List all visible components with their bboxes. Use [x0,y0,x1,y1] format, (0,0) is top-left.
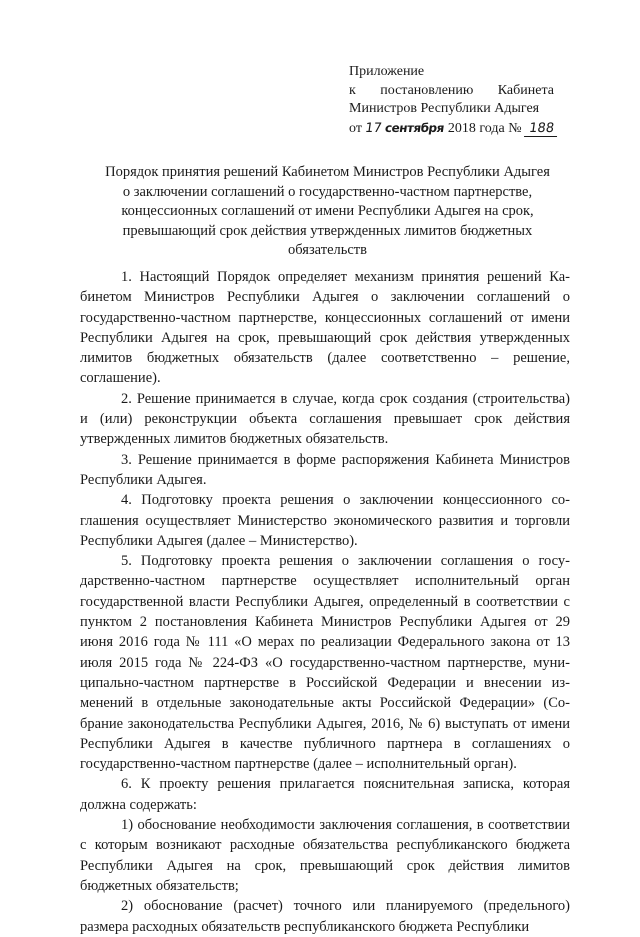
annex-resolution-line [349,82,554,101]
annex-word-resolution: постановлению [380,82,474,98]
title-line-2: о заключении соглашений о государственно-частном партнерстве, [122,183,533,200]
title-line-4: превышающий срок действия утвержденных лимитов бюджетных [122,222,533,239]
paragraph-6-item-2: 2) обоснование (расчет) точного или планируемого (предельного) размера расходных обязательств республиканского бюджета Республики [80,898,570,935]
title-line-1: Порядок принятия решений Кабинетом Министров Республики Адыгея [105,164,550,180]
document-body [80,267,570,937]
annex-date-month: сентября [384,120,446,135]
annex-title: Приложение [349,64,425,79]
annex-word-k: к [349,82,356,98]
annex-header [349,63,554,138]
annex-ministers-line: Министров Республики Адыгея [349,101,540,116]
paragraph-4: 4. Подготовку проекта решения о заключении концессионного соглашения осуществляет Министерство экономического развития и торговли Республики Адыгея (далее – Министерство). [80,492,570,549]
annex-date-prefix: от [349,120,362,136]
paragraph-6-item-1: 1) обоснование необходимости заключения соглашения, в соответствии с которым возникают расходные обязательства республиканского бюджета Республики Адыгея на срок, превышающий срок действия лимитов бюджетных обязательств; [80,817,570,894]
title-line-5: обязательств [288,242,367,258]
paragraph-2: 2. Решение принимается в случае, когда срок создания (строительства) и (или) реконструкции объекта соглашения превышает срок действия утвержденных лимитов бюджетных обязательств. [80,390,570,448]
paragraph-1: 1. Настоящий Порядок определяет механизм принятия решений Кабинетом Министров Республики Адыгея о заключении соглашений о государственно-частном партнерстве, концессионных соглашений от имени Республики Адыгея на срок, превышающий срок действия утвержденных лимитов бюджетных обязательств (далее соответственно – решение, соглашение). [80,269,570,387]
annex-date-year: 2018 года № [447,120,522,136]
document-title [80,163,575,261]
paragraph-6: 6. К проекту решения прилагается пояснительная записка, которая должна содержать: [80,776,570,813]
annex-number: 188 [524,122,559,137]
annex-date-line [349,119,554,139]
annex-date-day: 17 [364,120,384,136]
paragraph-5: 5. Подготовку проекта решения о заключении соглашения о государственно-частном партнерстве осуществляет исполнительный орган государственной власти Республики Адыгея, определенный в соответствии с пунктом 2 постановления Кабинета Министров Республики Адыгея от 29 июня 2016 года № 111 «О мерах по реализации Федерального закона от 13 июля 2015 года № 224-ФЗ «О государственно-частном партнерстве, муниципально-частном партнерстве в Российской Федерации и внесении изменений в отдельные законодательные акты Российской Федерации» (Собрание законодательства Республики Адыгея, 2016, № 6) выступать от имени Республики Адыгея в качестве публичного партнера в соглашениях о государственно-частном партнерстве (далее – исполнительный орган). [80,553,570,773]
paragraph-3: 3. Решение принимается в форме распоряжения Кабинета Министров Республики Адыгея. [80,451,570,488]
annex-word-cabinet: Кабинета [497,82,554,98]
title-line-3: концессионных соглашений от имени Республики Адыгея на срок, [121,203,534,219]
